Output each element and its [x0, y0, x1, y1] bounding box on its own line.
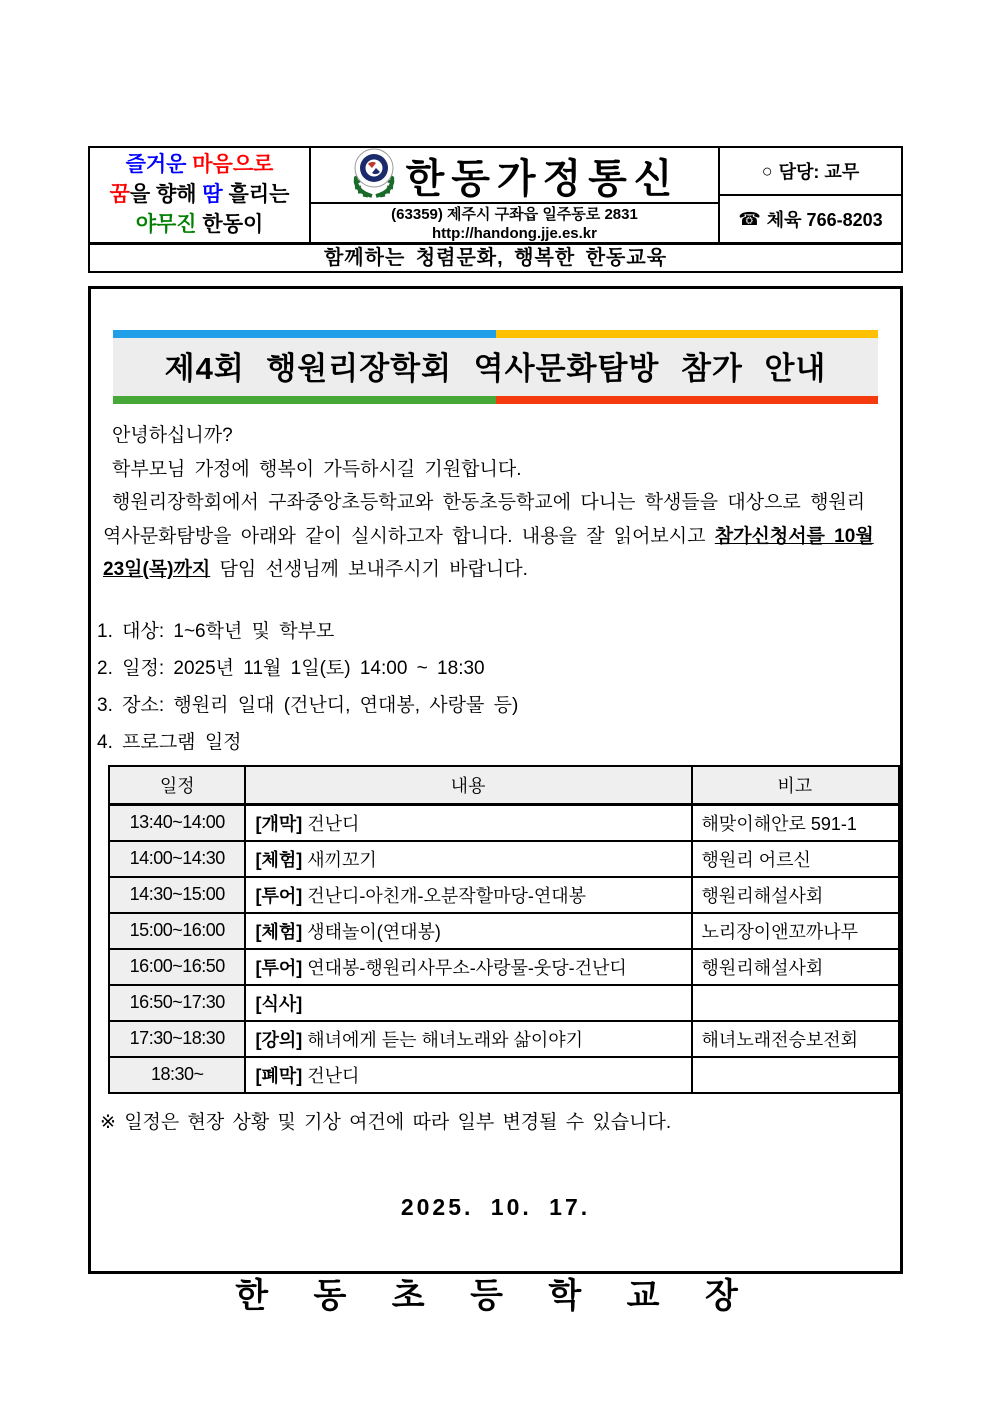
- schedule-note: 노리장이앤꼬까나무: [692, 913, 899, 949]
- header-top-row: [90, 148, 901, 242]
- schedule-content: [투어] 연대봉-행원리사무소-사랑물-웃당-건난디: [245, 949, 691, 985]
- notice-greeting-block: [103, 419, 890, 587]
- schedule-row: [109, 1057, 899, 1093]
- schedule-caution-note: ※ 일정은 현장 상황 및 기상 여건에 따라 일부 변경될 수 있습니다.: [100, 1111, 672, 1133]
- slogan-line: [126, 150, 274, 180]
- stripe-green: [113, 396, 496, 404]
- school-address: (63359) 제주시 구좌읍 일주동로 2831: [391, 206, 638, 223]
- stripe-blue: [113, 330, 496, 338]
- slogan-segment: 마음으로: [192, 153, 274, 176]
- slogan-line: [110, 180, 290, 210]
- schedule-row: [109, 985, 899, 1021]
- principal-signature: 한 동 초 등 학 교 장: [235, 1276, 756, 1315]
- slogan-segment: 을 향해: [129, 183, 203, 206]
- schedule-content: [개막] 건난디: [245, 804, 691, 841]
- schedule-row: [109, 804, 899, 841]
- manager-cell: [720, 148, 901, 194]
- schedule-row: [109, 877, 899, 913]
- schedule-note: 행원리해설사회: [692, 877, 899, 913]
- notice-item: 1. 대상: 1~6학년 및 학부모: [97, 620, 335, 642]
- deadline-emphasis: 참가신청서를 10월 23일(목)까지: [103, 525, 874, 580]
- schedule-time: 16:00~16:50: [109, 949, 245, 985]
- notice-item: 2. 일정: 2025년 11월 1일(토) 14:00 ~ 18:30: [97, 657, 485, 679]
- schedule-note: 해녀노래전승보전회: [692, 1021, 899, 1057]
- stripe-red: [496, 396, 879, 404]
- manager-label: 담당: 교무: [778, 162, 860, 182]
- slogan-segment: 한동이: [202, 213, 264, 236]
- program-schedule-table: [108, 765, 900, 1094]
- schedule-tag: [폐막]: [255, 1065, 303, 1086]
- schedule-body: [109, 804, 899, 1093]
- schedule-content: [체험] 생태놀이(연대봉): [245, 913, 691, 949]
- schedule-note: [692, 1057, 899, 1093]
- header-center: [311, 148, 720, 242]
- notice-title-banner: [113, 330, 878, 404]
- slogan-segment: 흘리는: [222, 183, 290, 206]
- newsletter-header: [88, 146, 903, 273]
- schedule-content: [폐막] 건난디: [245, 1057, 691, 1093]
- schedule-note: [692, 985, 899, 1021]
- slogan-line: [136, 210, 264, 240]
- schedule-note: 행원리해설사회: [692, 949, 899, 985]
- header-slogan: [90, 148, 311, 242]
- title-top-stripes: [113, 330, 878, 338]
- schedule-time: 18:30~: [109, 1057, 245, 1093]
- notice-title: 제4회 행원리장학회 역사문화탐방 참가 안내: [113, 338, 878, 396]
- schedule-tag: [체험]: [255, 849, 303, 870]
- column-header-note: 비고: [692, 766, 899, 805]
- schedule-header-row: [109, 766, 899, 805]
- slogan-segment: 꿈: [109, 183, 130, 206]
- header-title-row: [311, 148, 718, 202]
- schedule-row: [109, 913, 899, 949]
- schedule-time: 14:00~14:30: [109, 841, 245, 877]
- newsletter-title: 한동가정통신: [405, 155, 680, 201]
- title-bottom-stripes: [113, 396, 878, 404]
- greeting-line-2: 학부모님 가정에 행복이 가득하시길 기원합니다.: [112, 458, 522, 480]
- schedule-tag: [식사]: [255, 993, 303, 1014]
- slogan-segment: 땀: [202, 183, 223, 206]
- phone-number: 체육 766-8203: [766, 210, 883, 230]
- school-website-link[interactable]: http://handong.jje.es.kr: [431, 225, 597, 242]
- header-contact: [720, 148, 901, 242]
- school-emblem-icon: [350, 147, 398, 204]
- stripe-yellow: [496, 330, 879, 338]
- schedule-time: 17:30~18:30: [109, 1021, 245, 1057]
- greeting-line-1: 안녕하십니까?: [112, 425, 233, 446]
- phone-cell: [720, 194, 901, 242]
- schedule-content: [245, 985, 691, 1021]
- schedule-tag: [체험]: [255, 921, 303, 942]
- schedule-time: 15:00~16:00: [109, 913, 245, 949]
- schedule-content: [투어] 건난디-아친개-오분작할마당-연대봉: [245, 877, 691, 913]
- column-header-time: 일정: [109, 766, 245, 805]
- schedule-row: [109, 1021, 899, 1057]
- schedule-note: 행원리 어르신: [692, 841, 899, 877]
- phone-icon: ☎: [738, 208, 761, 229]
- notice-body-box: [88, 286, 903, 1315]
- paragraph-text: 행원리장학회에서 구좌중앙초등학교와 한동초등학교에 다니는 학생들을 대상으로 행원리 역사문화탐방을 아래와 같이 실시하고자 합니다. 내용을 잘 읽어보시고: [103, 492, 866, 547]
- schedule-content: [체험] 새끼꼬기: [245, 841, 691, 877]
- schedule-time: 14:30~15:00: [109, 877, 245, 913]
- slogan-segment: 야무진: [135, 213, 203, 236]
- schedule-row: [109, 841, 899, 877]
- header-address-block: [311, 202, 718, 243]
- schedule-note: 해맞이해안로 591-1: [692, 804, 899, 841]
- notice-items: [97, 613, 900, 761]
- schedule-tag: [강의]: [255, 1029, 303, 1050]
- header-motto-banner: 함께하는 청렴문화, 행복한 한동교육: [90, 242, 901, 271]
- schedule-tag: [개막]: [255, 813, 303, 834]
- notice-item: 4. 프로그램 일정: [97, 731, 242, 753]
- column-header-content: 내용: [245, 766, 691, 805]
- schedule-time: 13:40~14:00: [109, 804, 245, 841]
- slogan-segment: 즐거운: [125, 153, 193, 176]
- schedule-tag: [투어]: [255, 885, 303, 906]
- schedule-time: 16:50~17:30: [109, 985, 245, 1021]
- schedule-content: [강의] 해녀에게 듣는 해녀노래와 삶이야기: [245, 1021, 691, 1057]
- circle-icon: ○: [761, 160, 773, 181]
- schedule-tag: [투어]: [255, 957, 303, 978]
- paragraph-text-end: 담임 선생님께 보내주시기 바랍니다.: [210, 559, 528, 580]
- schedule-row: [109, 949, 899, 985]
- notice-paragraph: [103, 486, 890, 587]
- issue-date: 2025. 10. 17.: [400, 1193, 591, 1220]
- notice-item: 3. 장소: 행원리 일대 (건난디, 연대봉, 사랑물 등): [97, 694, 519, 716]
